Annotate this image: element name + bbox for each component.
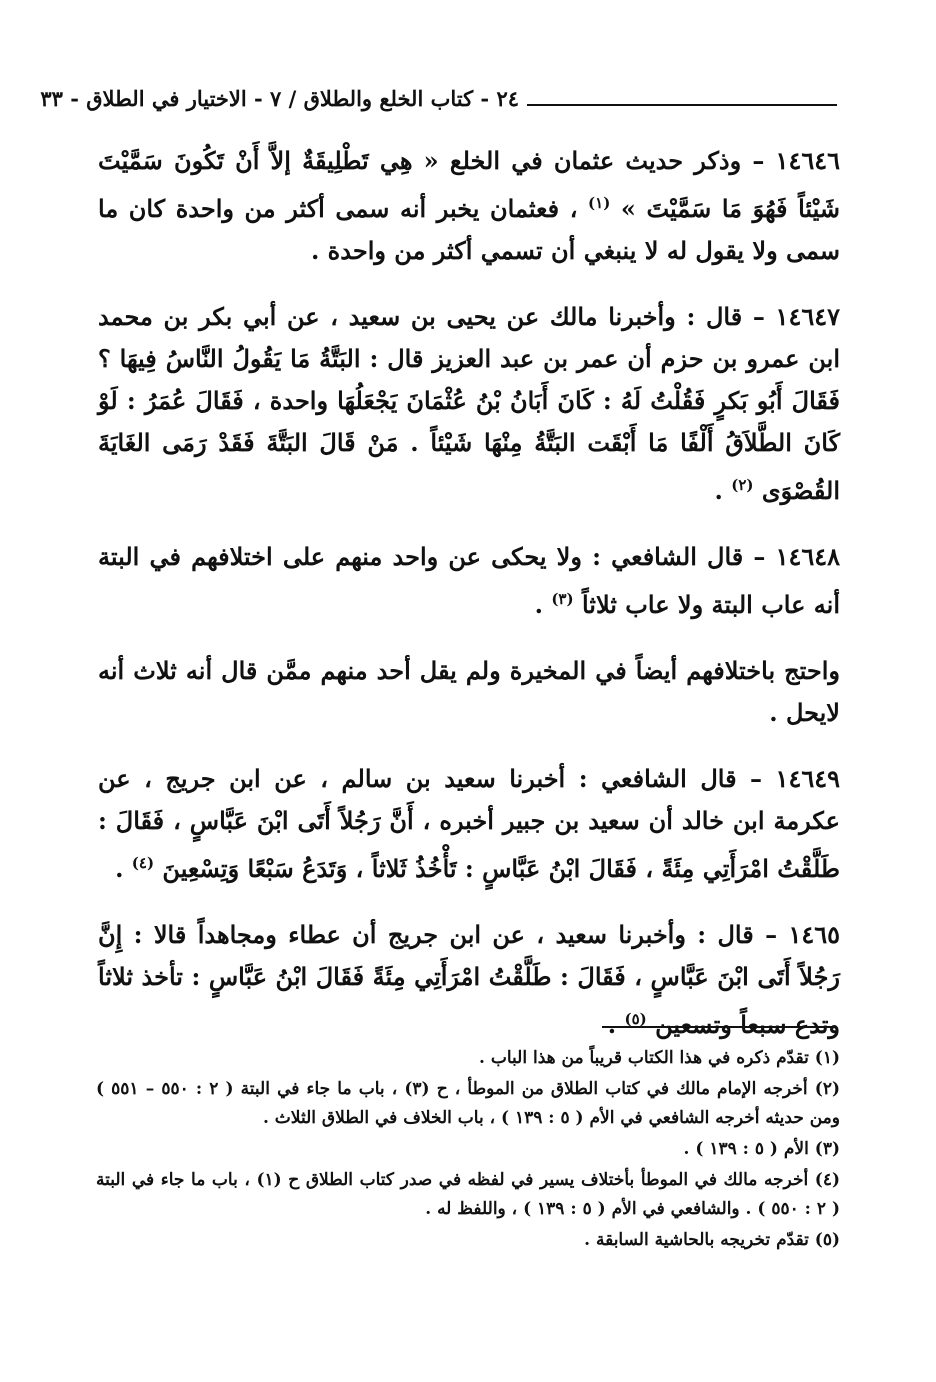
footnote-2: (٢) أخرجه الإمام مالك في كتاب الطلاق من الموطأ ، ح (٣) ، باب ما جاء في البتة ( ٢ : ٥٥٠ – ٥٥١ ) ومن حديثه أخرجه الشافعي في الأم ( ٥ : ١٣٩ ) ، باب الخلاف في الطلاق الثلاث . bbox=[96, 1079, 840, 1128]
header-rule bbox=[527, 104, 837, 106]
footnote-3: (٣) الأم ( ٥ : ١٣٩ ) . bbox=[683, 1139, 840, 1159]
paragraph-14648: ١٤٦٤٨ – قال الشافعي : ولا يحكى عن واحد منهم على اختلافهم في البتة أنه عاب البتة ولا عاب ثلاثاً $^{(٣)}$ . bbox=[98, 542, 841, 619]
footnote-separator bbox=[602, 1026, 834, 1028]
footnote-marker: (٥) bbox=[624, 1010, 647, 1028]
running-header bbox=[40, 84, 837, 118]
main-text bbox=[98, 140, 840, 1070]
paragraph-14649: ١٤٦٤٩ – قال الشافعي : أخبرنا سعيد بن سالم ، عن ابن جريج ، عن عكرمة ابن خالد أن سعيد بن جبير أخبره ، أَنَّ رَجُلاً أَتَى ابْنَ عَبَّاسٍ ، فَقَالَ : طَلَّقْتُ امْرَأَتِي مِئَةً ، فَقَالَ ابْنُ عَبَّاسٍ : تَأْخُذُ ثَلاثاً ، وَتَدَعُ سَبْعًا وَتِسْعِينَ $^{(٤)}$ . bbox=[98, 764, 840, 883]
footnote-4: (٤) أخرجه مالك في الموطأ بأختلاف يسير في لفظه في صدر كتاب الطلاق ح (١) ، باب ما جاء في البتة ( ٢ : ٥٥٠ ) . والشافعي في الأم ( ٥ : ١٣٩ ) ، واللفظ له . bbox=[96, 1170, 840, 1219]
paragraph-14647: ١٤٦٤٧ – قال : وأخبرنا مالك عن يحيى بن سعيد ، عن أبي بكر بن محمد ابن عمرو بن حزم أن عمر بن عبد العزيز قال : البَتَّةُ مَا يَقُولُ النَّاسُ فِيهَا ؟ فَقَالَ أَبُو بَكرٍ فَقُلْتُ لَهُ : كَانَ أَبَانُ بْنُ عُثْمَانَ يَجْعَلُهَا واحدة ، فَقَالَ عُمَرُ : لَوْ كَانَ الطَّلاَقُ أَلْفًا مَا أَبْقَت البَتَّةُ مِنْهَا شَيْئاً . مَنْ قَالَ البَتَّةَ فَقَدْ رَمَى الغَايَةَ القُصْوَى $^{(٢)}$ . bbox=[98, 302, 840, 505]
footnote-marker: (٣) bbox=[551, 590, 574, 608]
paragraph-14646: ١٤٦٤٦ – وذكر حديث عثمان في الخلع « هِي تَطْلِيقَةٌ إلاَّ أَنْ تَكُونَ سَمَّيْتَ شَيْئاً فَهُوَ مَا سَمَّيْتَ » $^{(١)}$ ، فعثمان يخبر أنه سمى أكثر من واحدة كان ما سمى ولا يقول له لا ينبغي أن تسمي أكثر من واحدة . bbox=[98, 146, 840, 265]
footnote-marker: (٢) bbox=[731, 476, 754, 494]
footnote-1: (١) تقدّم ذكره في هذا الكتاب قريباً من هذا الباب . bbox=[479, 1048, 840, 1068]
footnote-marker: (٤) bbox=[131, 854, 155, 872]
footnote-5: (٥) تقدّم تخريجه بالحاشية السابقة . bbox=[584, 1230, 840, 1250]
footnotes bbox=[96, 1044, 840, 1257]
paragraph-mukhayyara: واحتج باختلافهم أيضاً في المخيرة ولم يقل أحد منهم ممَّن قال أنه ثلاث أنه لايحل . bbox=[98, 656, 840, 727]
paragraph-14650: ١٤٦٥ – قال : وأخبرنا سعيد ، عن ابن جريج أن عطاء ومجاهداً قالا : إِنَّ رَجُلاً أَتَى ابْنَ عَبَّاسٍ ، فَقَالَ : طَلَّقْتُ امْرَأَتِي مِئَةً فَقَالَ ابْنُ عَبَّاسٍ : تأخذ ثلاثاً وتدع سبعاً وتسعين $^{(٥)}$ . bbox=[98, 920, 841, 1039]
footnote-marker: (١) bbox=[588, 194, 611, 212]
header-title: ٢٤ - كتاب الخلع والطلاق / ٧ - الاختيار في الطلاق - ٣٣ bbox=[40, 86, 519, 111]
